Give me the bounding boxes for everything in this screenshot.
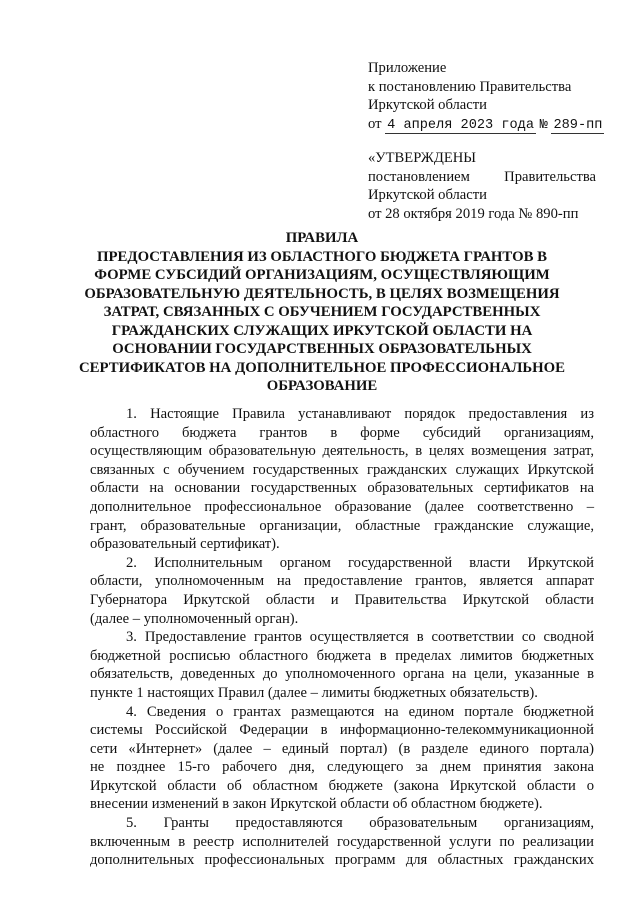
text-line: обязательств, доведенных до уполномоченного органа на цели, указанные в bbox=[90, 666, 594, 683]
text-line: области, уполномоченным на предоставление грантов, является аппарат bbox=[90, 573, 594, 590]
approval-line-4: от 28 октября 2019 года № 890-пп bbox=[368, 205, 579, 222]
approval-block bbox=[368, 149, 596, 223]
text-line: 1. Настоящие Правила устанавливают порядок предоставления из bbox=[126, 406, 594, 422]
text-line: (далее – уполномоченный орган). bbox=[90, 610, 299, 627]
annex-number: 289-пп bbox=[553, 117, 603, 133]
annex-line-3: Иркутской области bbox=[368, 97, 487, 114]
text-line: Губернатора Иркутской области и Правительства Иркутской области bbox=[90, 591, 594, 608]
title-line: СЕРТИФИКАТОВ НА ДОПОЛНИТЕЛЬНОЕ ПРОФЕССИОНАЛЬНОЕ bbox=[78, 359, 566, 376]
text-line: связанных с обучением государственных гражданских служащих Иркутской bbox=[90, 461, 594, 478]
text-line: пункте 1 настоящих Правил (далее – лимиты бюджетных обязательств). bbox=[90, 684, 538, 701]
approval-line-2b: Правительства bbox=[504, 168, 596, 185]
text-line: 4. Сведения о грантах размещаются на едином портале бюджетной bbox=[126, 703, 594, 720]
text-line: дополнительных профессиональных программ для областных гражданских bbox=[90, 852, 594, 869]
annex-line-2: к постановлению Правительства bbox=[368, 78, 572, 95]
text-line: включенным в реестр исполнителей государственной услуги по реализации bbox=[90, 833, 594, 850]
title-line: ОБРАЗОВАНИЕ bbox=[266, 378, 378, 394]
text-line: 2. Исполнительным органом государственной власти Иркутской bbox=[126, 554, 594, 571]
text-line: области на основании государственных образовательных сертификатов на bbox=[90, 480, 594, 497]
text-line: не позднее 15-го рабочего дня, следующего за днем принятия закона bbox=[90, 759, 594, 776]
text-line: внесении изменений в закон Иркутской области об областном бюджете). bbox=[90, 796, 543, 813]
text-line: осуществляющим образовательную деятельность, в целях возмещения затрат, bbox=[90, 443, 594, 460]
title-line: ОБРАЗОВАТЕЛЬНУЮ ДЕЯТЕЛЬНОСТЬ, В ЦЕЛЯХ ВОЗМЕЩЕНИЯ bbox=[84, 285, 560, 302]
text-line: сети «Интернет» (далее – единый портал) (в разделе единого портала) bbox=[90, 740, 594, 757]
text-line: 3. Предоставление грантов осуществляется в соответствии со сводной bbox=[126, 629, 594, 646]
annex-line-1: Приложение bbox=[368, 60, 447, 76]
title-line: ФОРМЕ СУБСИДИЙ ОРГАНИЗАЦИЯМ, ОСУЩЕСТВЛЯЮЩИМ bbox=[94, 267, 550, 283]
paragraph-4 bbox=[90, 703, 594, 815]
title-line: ПРЕДОСТАВЛЕНИЯ ИЗ ОБЛАСТНОГО БЮДЖЕТА ГРАНТОВ В bbox=[96, 248, 548, 265]
title-line: ПРАВИЛА bbox=[285, 230, 359, 246]
approval-line-3: Иркутской области bbox=[368, 187, 487, 204]
paragraph-2 bbox=[90, 554, 594, 628]
document-title bbox=[50, 229, 594, 396]
title-line: ЗАТРАТ, СВЯЗАННЫХ С ОБУЧЕНИЕМ ГОСУДАРСТВЕННЫХ bbox=[103, 304, 541, 320]
paragraph-3 bbox=[90, 628, 594, 702]
annex-number-sign: № bbox=[539, 117, 548, 133]
approval-line-2 bbox=[368, 168, 596, 187]
title-line: ОСНОВАНИИ ГОСУДАРСТВЕННЫХ ОБРАЗОВАТЕЛЬНЫХ bbox=[112, 341, 532, 357]
document-body bbox=[90, 405, 594, 870]
text-line: образовательный сертификат). bbox=[90, 536, 280, 553]
approval-line-2a: постановлением bbox=[368, 168, 470, 185]
paragraph-1 bbox=[90, 405, 594, 554]
title-line: ГРАЖДАНСКИХ СЛУЖАЩИХ ИРКУТСКОЙ ОБЛАСТИ НА bbox=[111, 322, 533, 339]
text-line: Иркутской области об областном бюджете (закона Иркутской области о bbox=[90, 777, 594, 794]
annex-date-line bbox=[368, 115, 618, 136]
annex-date: 4 апреля 2023 года bbox=[387, 117, 534, 133]
text-line: системы Российской Федерации в информационно-телекоммуникационной bbox=[90, 722, 594, 739]
text-line: 5. Гранты предоставляются образовательным организациям, bbox=[126, 815, 594, 832]
text-line: областного бюджета грантов в форме субсидий организациям, bbox=[90, 424, 594, 441]
annex-block bbox=[368, 59, 618, 135]
text-line: бюджетной росписью областного бюджета в пределах лимитов бюджетных bbox=[90, 647, 594, 664]
text-line: грант, образовательные организации, областные гражданские служащие, bbox=[90, 517, 594, 534]
approval-line-1: «УТВЕРЖДЕНЫ bbox=[368, 150, 477, 166]
text-line: дополнительное профессиональное образование (далее соответственно – bbox=[90, 498, 594, 515]
annex-date-prefix: от bbox=[368, 115, 382, 132]
paragraph-5 bbox=[90, 814, 594, 870]
